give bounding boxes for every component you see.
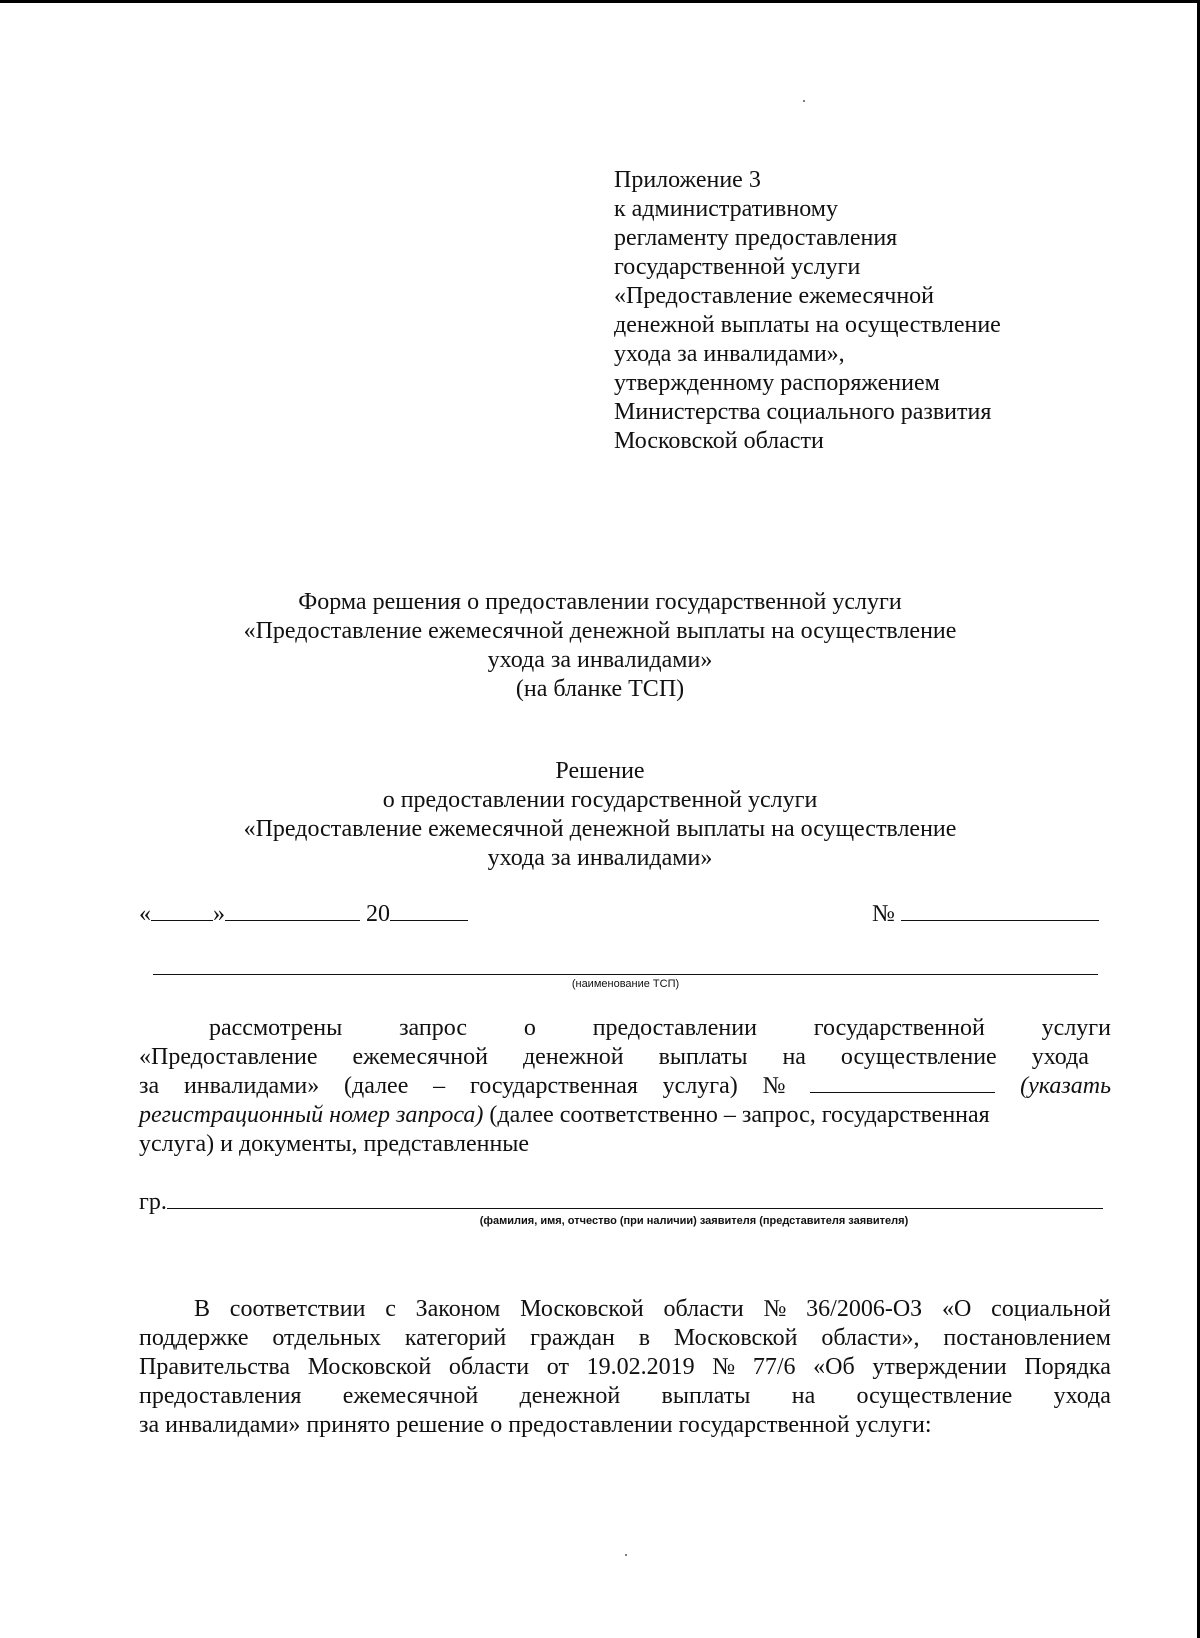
word: в (638, 1325, 651, 1351)
word: «О (941, 1296, 972, 1322)
paragraph-line (139, 1295, 1111, 1324)
paragraph-line (139, 1130, 1111, 1159)
word: «Об (813, 1354, 855, 1380)
decision-title-line: Решение (555, 758, 645, 784)
word: услуга) (662, 1073, 738, 1099)
applicant-prefix: гр. (139, 1189, 167, 1215)
word: государственной (813, 1015, 985, 1041)
word: рассмотрены (209, 1015, 343, 1041)
word: области (663, 1296, 744, 1322)
word: о (523, 1015, 536, 1041)
word: № (763, 1296, 787, 1322)
word: отдельных (272, 1325, 381, 1351)
request-number-blank[interactable] (810, 1072, 995, 1093)
word: от (546, 1354, 569, 1380)
day-blank[interactable] (151, 898, 213, 921)
scan-border-top (0, 0, 1200, 3)
annex-line: Министерства социального развития (614, 399, 992, 425)
annex-line: ухода за инвалидами», (614, 341, 845, 367)
word: инвалидами» (183, 1073, 320, 1099)
annex-line: регламенту предоставления (614, 225, 898, 251)
word: «Предоставление (139, 1044, 318, 1070)
word: государственная (469, 1073, 638, 1099)
tsp-caption: (наименование ТСП) (571, 978, 680, 990)
word: за (139, 1073, 160, 1099)
word: осуществление (856, 1383, 1013, 1409)
month-blank[interactable] (225, 898, 360, 921)
word: 36/2006-ОЗ (806, 1296, 923, 1322)
paragraph-text: услуга) и документы, представленные (139, 1131, 530, 1157)
date-open-quote: « (139, 901, 151, 927)
italic-hint: (указать (1020, 1073, 1111, 1099)
word: Московской (673, 1325, 798, 1351)
scan-speck (803, 100, 805, 102)
word: области (448, 1354, 530, 1380)
word: запрос (399, 1015, 467, 1041)
word: категорий (404, 1325, 507, 1351)
decision-paragraph (139, 1295, 1111, 1440)
word: социальной (991, 1296, 1111, 1322)
word: постановлением (943, 1325, 1111, 1351)
decision-title-line: «Предоставление ежемесячной денежной выплаты на осуществление (243, 816, 957, 842)
applicant-field (139, 1188, 1103, 1217)
word: ежемесячной (352, 1044, 488, 1070)
word: ухода (1031, 1044, 1089, 1070)
applicant-name-blank[interactable] (167, 1188, 1103, 1209)
word: Московской (520, 1296, 644, 1322)
year-prefix: 20 (366, 901, 390, 927)
word: осуществление (840, 1044, 997, 1070)
applicant-caption: (фамилия, имя, отчество (при наличии) заявителя (представителя заявителя) (479, 1215, 909, 1227)
annex-line: к административному (614, 196, 838, 222)
decision-title (140, 757, 1060, 873)
number-sign: № (872, 901, 895, 927)
word: – (433, 1073, 446, 1099)
word: Правительства (139, 1354, 291, 1380)
word: (далее (344, 1073, 409, 1099)
word: предоставлении (592, 1015, 757, 1041)
paragraph-line (139, 1014, 1111, 1043)
word: В (194, 1296, 211, 1322)
form-title-line: «Предоставление ежемесячной денежной выплаты на осуществление (243, 618, 957, 644)
italic-hint: регистрационный номер запроса) (139, 1102, 484, 1128)
paragraph-line (139, 1072, 1111, 1101)
paragraph-line (139, 1382, 1111, 1411)
word: выплаты (658, 1044, 748, 1070)
paragraph-text: (далее соответственно – запрос, государственная (483, 1102, 990, 1128)
word: 77/6 (752, 1354, 796, 1380)
word: № (712, 1354, 736, 1380)
paragraph-line (139, 1101, 1111, 1130)
annex-line: утвержденному распоряжением (614, 370, 940, 396)
word: Законом (415, 1296, 501, 1322)
word: соответствии (229, 1296, 366, 1322)
decision-number-field (872, 898, 1099, 929)
word: утверждении (872, 1354, 1007, 1380)
word: поддержке (139, 1325, 249, 1351)
paragraph-line (139, 1324, 1111, 1353)
request-paragraph (139, 1014, 1111, 1159)
word: денежной (519, 1383, 621, 1409)
paragraph-line (139, 1043, 1111, 1072)
decision-number-blank[interactable] (901, 898, 1099, 921)
annex-line: государственной услуги (614, 254, 861, 280)
decision-title-line: о предоставлении государственной услуги (382, 787, 818, 813)
word: Московской (307, 1354, 432, 1380)
form-title (140, 588, 1060, 704)
date-close-quote: » (213, 901, 225, 927)
word: денежной (522, 1044, 624, 1070)
annex-line: Московской области (614, 428, 824, 454)
date-field (139, 898, 468, 929)
word: Порядка (1024, 1354, 1111, 1380)
word: 19.02.2019 (586, 1354, 695, 1380)
paragraph-line (139, 1353, 1111, 1382)
word: области», (821, 1325, 920, 1351)
tsp-name-blank[interactable] (153, 974, 1098, 975)
paragraph-text: за инвалидами» принято решение о предоставлении государственной услуги: (139, 1412, 932, 1438)
word: выплаты (661, 1383, 751, 1409)
annex-line: Приложение 3 (614, 167, 761, 193)
annex-line: «Предоставление ежемесячной (614, 283, 935, 309)
form-title-line: Форма решения о предоставлении государственной услуги (298, 589, 902, 615)
decision-title-line: ухода за инвалидами» (487, 845, 713, 871)
form-title-line: ухода за инвалидами» (487, 647, 713, 673)
word: граждан (530, 1325, 615, 1351)
word: на (782, 1044, 806, 1070)
word: ухода (1053, 1383, 1111, 1409)
word: услуги (1041, 1015, 1111, 1041)
word: с (385, 1296, 396, 1322)
word: ежемесячной (342, 1383, 479, 1409)
annex-header (614, 166, 1001, 456)
word: на (791, 1383, 816, 1409)
word: предоставления (139, 1383, 302, 1409)
form-title-line: (на бланке ТСП) (515, 676, 685, 702)
year-blank[interactable] (390, 898, 468, 921)
annex-line: денежной выплаты на осуществление (614, 312, 1001, 338)
scan-speck (625, 1554, 627, 1556)
paragraph-line (139, 1411, 1111, 1440)
word: № (762, 1073, 786, 1099)
